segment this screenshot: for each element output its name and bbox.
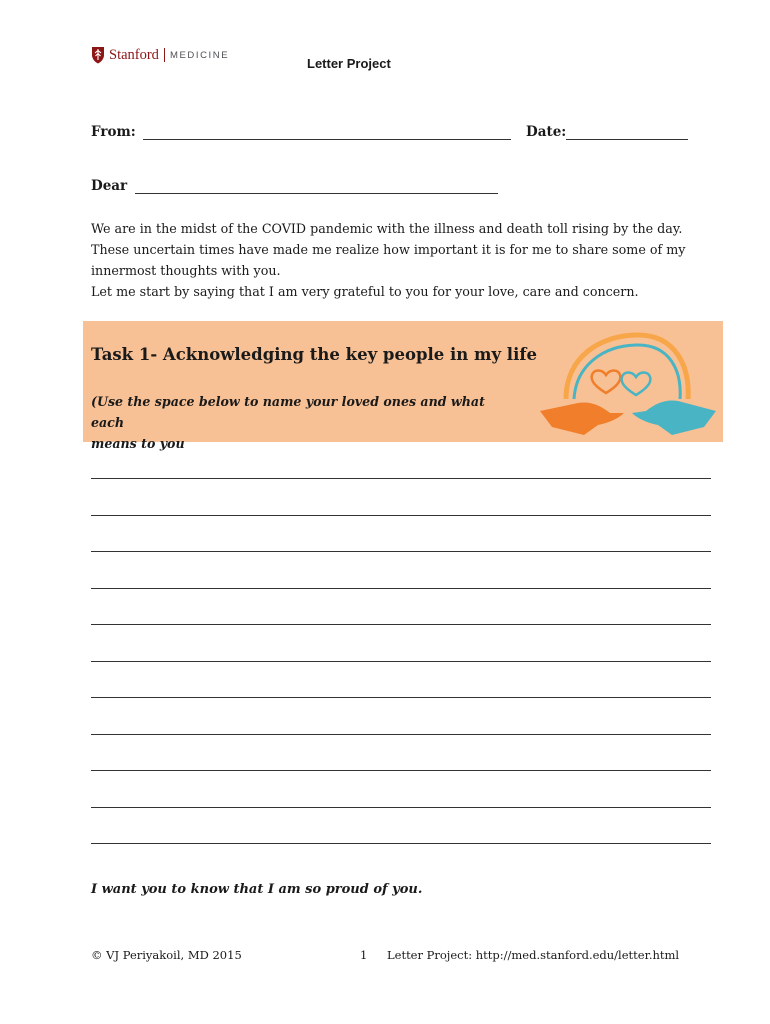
closing-statement: I want you to know that I am so proud of you.: [91, 882, 423, 897]
document-title: Letter Project: [307, 56, 391, 71]
intro-line: These uncertain times have made me realize how important it is for me to share some of my: [91, 242, 686, 257]
writing-line[interactable]: [91, 478, 711, 479]
task-title: Task 1- Acknowledging the key people in my life: [91, 345, 537, 364]
from-field[interactable]: [143, 139, 511, 140]
intro-paragraph: [91, 218, 731, 302]
stanford-medicine-logo: [91, 46, 229, 64]
writing-line[interactable]: [91, 843, 711, 844]
hands-holding-hearts-icon: [538, 327, 718, 441]
logo-divider: [164, 48, 165, 62]
logo-medicine-text: MEDICINE: [169, 49, 230, 61]
logo-stanford-text: Stanford: [109, 46, 159, 63]
task-instruction: [91, 391, 521, 454]
footer-copyright: © VJ Periyakoil, MD 2015: [91, 948, 242, 962]
writing-line[interactable]: [91, 807, 711, 808]
date-label: Date:: [526, 124, 567, 140]
writing-line[interactable]: [91, 551, 711, 552]
task-banner: [83, 321, 723, 451]
writing-line[interactable]: [91, 624, 711, 625]
task-instruction-line: (Use the space below to name your loved ones and what each: [91, 394, 485, 430]
writing-line[interactable]: [91, 697, 711, 698]
writing-line[interactable]: [91, 661, 711, 662]
task-instruction-line: means to you: [91, 436, 185, 451]
intro-line: Let me start by saying that I am very grateful to you for your love, care and concern.: [91, 284, 639, 299]
from-label: From:: [91, 124, 136, 140]
footer-reference: Letter Project: http://med.stanford.edu/letter.html: [387, 948, 680, 962]
intro-line: We are in the midst of the COVID pandemic with the illness and death toll rising by the day.: [91, 221, 683, 236]
dear-field[interactable]: [135, 193, 498, 194]
footer-page-number: 1: [360, 948, 368, 962]
writing-line[interactable]: [91, 515, 711, 516]
dear-label: Dear: [91, 178, 128, 194]
writing-line[interactable]: [91, 734, 711, 735]
date-field[interactable]: [566, 139, 688, 140]
writing-line[interactable]: [91, 588, 711, 589]
writing-line[interactable]: [91, 770, 711, 771]
stanford-tree-shield-icon: [91, 46, 105, 64]
intro-line: innermost thoughts with you.: [91, 263, 281, 278]
